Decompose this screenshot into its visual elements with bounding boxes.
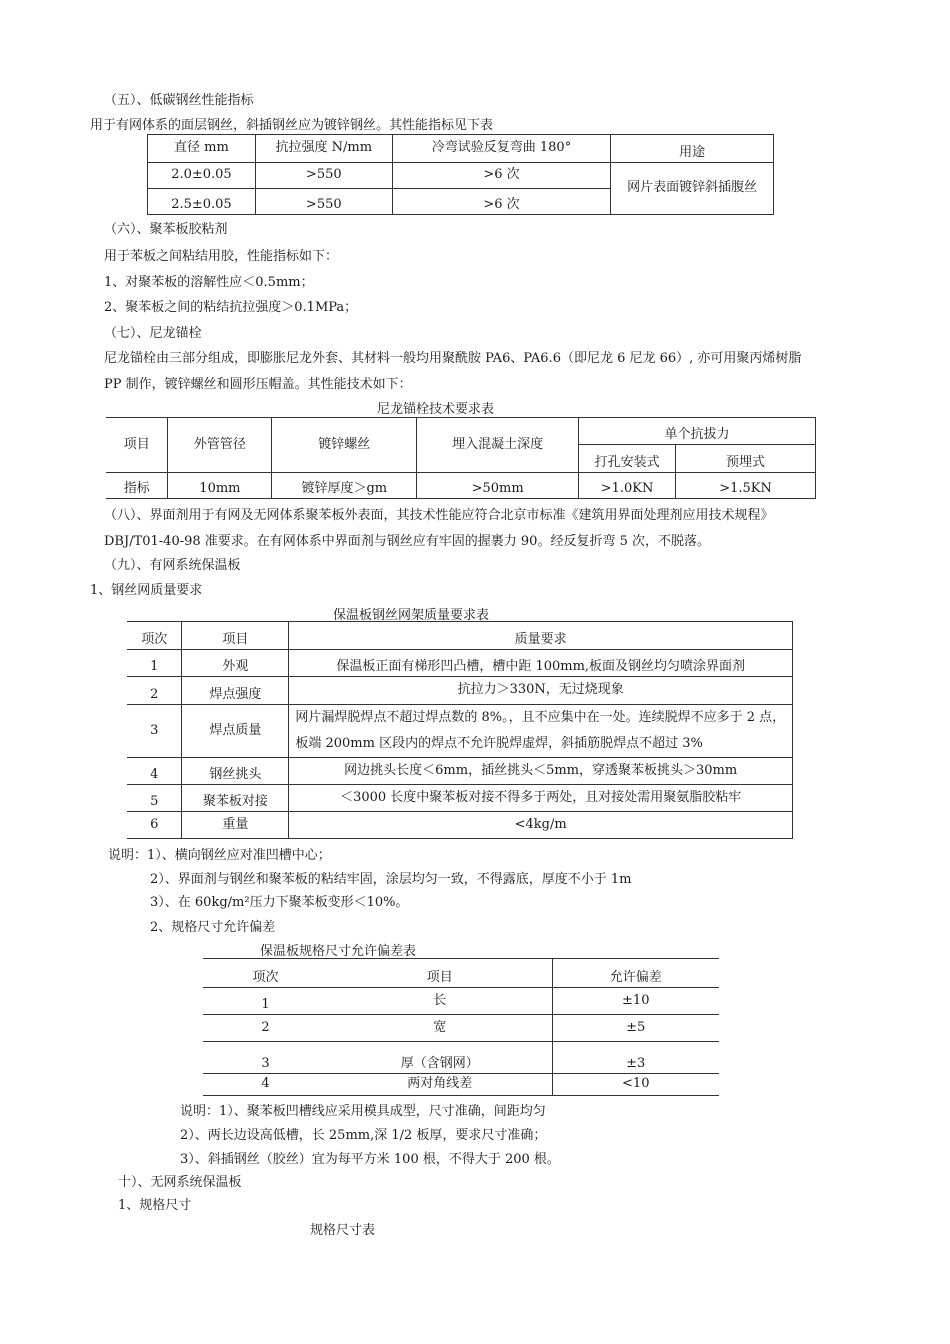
table-cell: 长 (328, 988, 552, 1015)
table-header: 项目 (328, 959, 552, 988)
mesh-table-caption: 保温板钢丝网架质量要求表 (333, 608, 490, 623)
sec6-item1: 1、对聚苯板的溶解性应＜0.5mm； (104, 275, 314, 290)
table-header: 项次 (203, 959, 328, 988)
table-subheader: 预埋式 (676, 445, 816, 473)
size-note-1: 说明：1）、聚苯板凹槽线应采用模具成型，尺寸准确，间距均匀 (180, 1104, 546, 1119)
table-cell: ±10 (552, 988, 719, 1015)
sec6-intro: 用于苯板之间粘结用胶，性能指标如下： (104, 249, 339, 264)
table-header: 外管管径 (168, 418, 272, 473)
table-cell: 焊点强度 (182, 677, 289, 705)
table-cell: 3 (127, 705, 182, 758)
sec9-sub2: 2、规格尺寸允许偏差 (150, 920, 276, 935)
table-header: 埋入混凝土深度 (417, 418, 579, 473)
table-cell: 4 (203, 1074, 328, 1096)
sec7-para2: PP 制作，镀锌螺丝和圆形压帽盖。其性能技术如下： (104, 377, 412, 392)
sec7-para1: 尼龙锚栓由三部分组成，即膨胀尼龙外套、其材料一般均用聚酰胺 PA6、PA6.6（即尼龙 6 尼龙 66）, 亦可用聚丙烯树脂 (104, 351, 802, 366)
table-cell: >550 (255, 163, 392, 189)
table-cell: >550 (255, 189, 392, 215)
table-cell: 4 (127, 758, 182, 785)
table-cell: 1 (127, 650, 182, 677)
table-cell: >1.0KN (579, 473, 676, 499)
table-cell: 2.0±0.05 (148, 163, 256, 189)
table-cell: ＜3000 长度中聚苯板对接不得多于两处，且对接处需用聚氨脂胶粘牢 (289, 785, 793, 812)
sec9-heading: （九）、有网系统保温板 (104, 558, 241, 573)
table-cell: 聚苯板对接 (182, 785, 289, 812)
table-cell: 1 (203, 988, 328, 1015)
table-cell: >6 次 (392, 163, 611, 189)
table-subheader: 打孔安装式 (579, 445, 676, 473)
table-cell: ±5 (552, 1015, 719, 1042)
table-cell: 2 (127, 677, 182, 705)
table-cell: 外观 (182, 650, 289, 677)
sec10-heading: 十）、无网系统保温板 (118, 1175, 242, 1190)
mesh-note-3: 3）、在 60kg/m²压力下聚苯板变形＜10%。 (150, 895, 409, 910)
mesh-quality-table (127, 621, 793, 839)
table-header: 冷弯试验反复弯曲 180° (392, 135, 611, 163)
table-cell: 5 (127, 785, 182, 812)
sec5-heading: （五）、低碳钢丝性能指标 (104, 93, 254, 108)
anchor-table-caption: 尼龙锚栓技术要求表 (377, 402, 495, 417)
table-cell: 指标 (106, 473, 168, 499)
table-cell: >6 次 (392, 189, 611, 215)
table-header: 项次 (127, 622, 182, 650)
table-header: 单个抗拔力 (579, 418, 816, 445)
table-header: 直径 mm (148, 135, 256, 163)
anchor-table (106, 417, 816, 499)
mesh-note-1: 说明：1）、横向钢丝应对准凹槽中心； (108, 848, 331, 863)
table-header: 项目 (182, 622, 289, 650)
table-header: 项目 (106, 418, 168, 473)
table-header: 允许偏差 (552, 959, 719, 988)
table-cell: 3 (203, 1042, 328, 1074)
steel-wire-table (147, 134, 774, 215)
size-note-3: 3）、斜插钢丝（胶丝）宜为每平方米 100 根，不得大于 200 根。 (180, 1152, 560, 1167)
table-cell: 网边挑头长度＜6mm，插丝挑头＜5mm，穿透聚苯板挑头＞30mm (289, 758, 793, 785)
table-cell: 2 (203, 1015, 328, 1042)
table-cell: >50mm (417, 473, 579, 499)
table-cell: 网片表面镀锌斜插腹丝 (611, 163, 774, 215)
spec-table-caption: 规格尺寸表 (310, 1223, 376, 1238)
sec10-sub1: 1、规格尺寸 (118, 1198, 192, 1213)
sec9-sub1: 1、钢丝网质量要求 (90, 583, 203, 598)
table-cell: 宽 (328, 1015, 552, 1042)
size-note-2: 2）、两长边设高低槽，长 25mm,深 1/2 板厚，要求尺寸准确； (180, 1128, 547, 1143)
table-header: 质量要求 (289, 622, 793, 650)
sec7-heading: （七）、尼龙锚栓 (104, 326, 202, 341)
sec6-heading: （六）、聚苯板胶粘剂 (104, 222, 228, 237)
table-cell: 2.5±0.05 (148, 189, 256, 215)
size-table-caption: 保温板规格尺寸允许偏差表 (260, 944, 417, 959)
table-cell: 保温板正面有梯形凹凸槽，槽中距 100mm,板面及钢丝均匀喷涂界面剂 (289, 650, 793, 677)
table-cell: 10mm (168, 473, 272, 499)
table-header: 镀锌螺丝 (272, 418, 417, 473)
table-cell: 抗拉力＞330N，无过烧现象 (289, 677, 793, 705)
size-deviation-table (203, 958, 719, 1096)
table-cell: 镀锌厚度＞gm (272, 473, 417, 499)
table-header: 抗拉强度 N/mm (255, 135, 392, 163)
table-cell: 钢丝挑头 (182, 758, 289, 785)
table-cell: 厚（含钢网） (328, 1042, 552, 1074)
table-cell: 两对角线差 (328, 1074, 552, 1096)
table-cell: 6 (127, 812, 182, 839)
sec5-intro: 用于有网体系的面层钢丝，斜插钢丝应为镀锌钢丝。其性能指标见下表 (90, 118, 494, 133)
table-header: 用途 (611, 135, 774, 163)
sec8-line1: （八）、界面剂用于有网及无网体系聚苯板外表面，其技术性能应符合北京市标准《建筑用界面处理剂应用技术规程》 (104, 508, 774, 523)
table-cell: >1.5KN (676, 473, 816, 499)
table-cell: <4kg/m (289, 812, 793, 839)
table-cell: <10 (552, 1074, 719, 1096)
mesh-note-2: 2）、界面剂与钢丝和聚苯板的粘结牢固，涂层均匀一致，不得露底，厚度不小于 1m (150, 872, 632, 887)
sec8-line2: DBJ/T01-40-98 准要求。在有网体系中界面剂与钢丝应有牢固的握裹力 90。经反复折弯 5 次，不脱落。 (104, 534, 710, 549)
table-cell: 重量 (182, 812, 289, 839)
table-cell: 焊点质量 (182, 705, 289, 758)
table-cell: ±3 (552, 1042, 719, 1074)
sec6-item2: 2、聚苯板之间的粘结抗拉强度＞0.1MPa； (104, 300, 358, 315)
table-cell: 网片漏焊脱焊点不超过焊点数的 8%。，且不应集中在一处。连续脱焊不应多于 2 点，板端 200mm 区段内的焊点不允许脱焊虚焊，斜插筋脱焊点不超过 3% (289, 705, 793, 758)
